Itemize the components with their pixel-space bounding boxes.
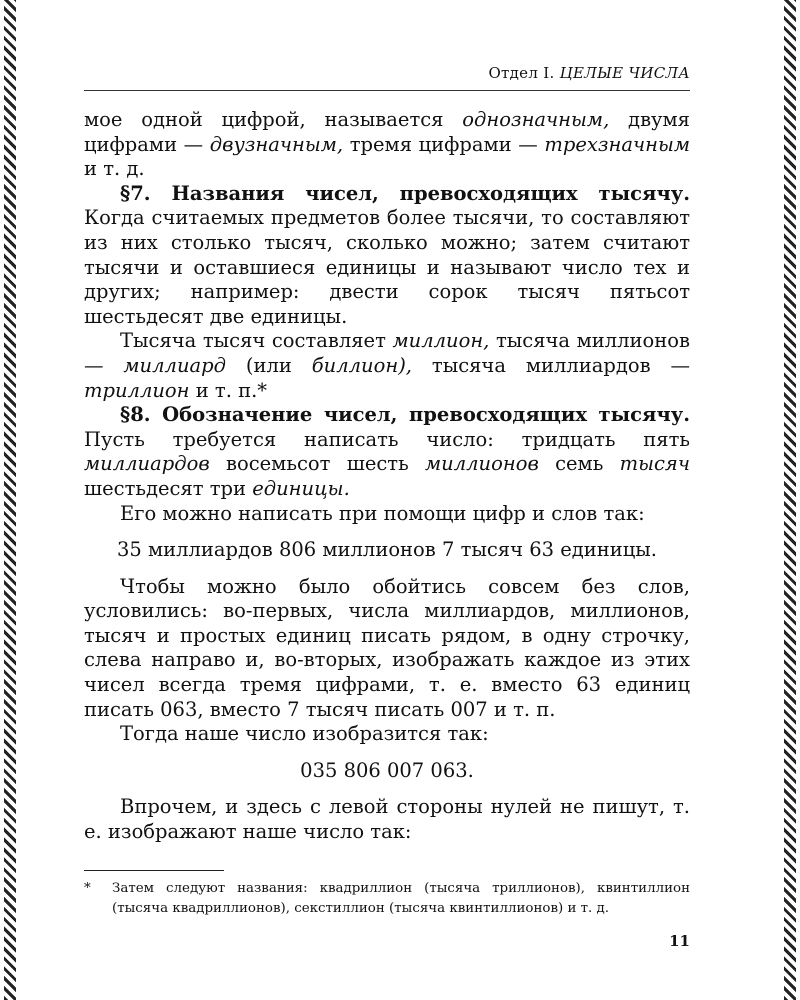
then-paragraph: Тогда наше число изобразится так:	[120, 722, 489, 746]
footnote	[84, 879, 690, 919]
paragraph-continuation: мое одной цифрой, называется однозначным, двумя цифрами — двузначным, тремя цифрами — трехзначным и т. д.	[84, 108, 690, 181]
decorative-border-right	[784, 0, 796, 1000]
footnote-rule	[84, 870, 224, 871]
page-body	[84, 108, 690, 845]
example-digits: 035 806 007 063.	[300, 758, 474, 782]
million-paragraph: Тысяча тысяч составляет миллион, тысяча миллионов — миллиард (или биллион), тысяча миллиардов — триллион и т. п.*	[84, 329, 690, 402]
decorative-border-left	[4, 0, 16, 1000]
write-paragraph: Его можно написать при помощи цифр и слов так:	[120, 501, 645, 525]
however-paragraph: Впрочем, и здесь с левой стороны нулей не пишут, т. е. изображают наше число так:	[84, 795, 690, 844]
example-words: 35 миллиардов 806 миллионов 7 тысяч 63 единицы.	[116, 538, 658, 562]
section-title: ЦЕЛЫЕ ЧИСЛА	[559, 64, 690, 82]
footnote-mark: *	[84, 881, 91, 896]
section-8-paragraph: §8. Обозначение чисел, превосходящих тысячу. Пусть требуется написать число: тридцать пять миллиардов восемьсот шесть миллионов семь тысяч шестьдесят три единицы.	[84, 403, 690, 500]
section-8-heading: §8. Обозначение чисел, превосходящих тысячу.	[120, 403, 690, 427]
header-rule	[84, 90, 690, 91]
section-7-heading: §7. Названия чисел, превосходящих тысячу.	[120, 181, 690, 205]
page-number: 11	[669, 932, 690, 950]
no-words-paragraph: Чтобы можно было обойтись совсем без слов, условились: во-первых, числа миллиардов, миллионов, тысяч и простых единиц писать рядом, в одну строчку, слева направо и, во-вторых, изображать каждое из этих чисел всегда тремя цифрами, т. е. вместо 63 единиц писать 063, вместо 7 тысяч писать 007 и т. п.	[84, 574, 690, 721]
running-head	[84, 64, 690, 82]
section-label: Отдел I.	[488, 64, 555, 82]
section-7-paragraph: §7. Названия чисел, превосходящих тысячу. Когда считаемых предметов более тысячи, то составляют из них столько тысяч, сколько можно; затем считают тысячи и оставшиеся единицы и называют число тех и других; например: двести сорок тысяч пятьсот шестьдесят две единицы.	[84, 181, 690, 328]
footnote-text: Затем следуют названия: квадриллион (тысяча триллионов), квинтиллион (тысяча квадриллионов), секстиллион (тысяча квинтиллионов) и т. д.	[112, 881, 690, 916]
